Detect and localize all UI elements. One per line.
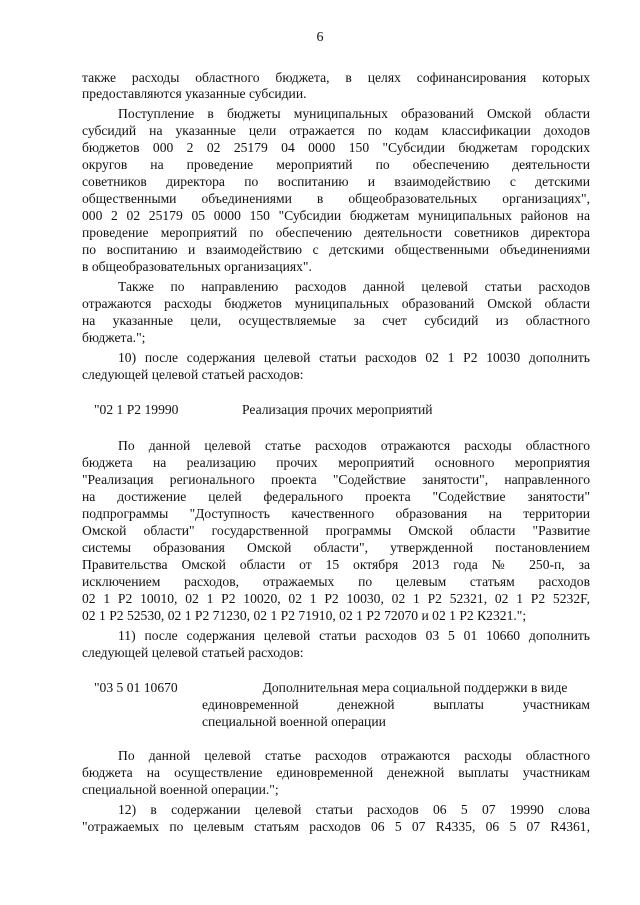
paragraph-first-line: По данной целевой статье расходов отражаются расходы областного [118, 438, 590, 453]
text-line: следующей целевой статьей расходов: [82, 645, 304, 660]
text-line: предоставляются указанные субсидии. [82, 86, 307, 101]
target-article-title: Дополнительная мера социальной поддержки в виде [262, 680, 568, 695]
page-number: 6 [316, 30, 324, 45]
target-article-title: Реализация прочих мероприятий [242, 402, 433, 417]
text-line: следующей целевой статьей расходов: [82, 367, 304, 382]
text-line: на достижение целей федерального проекта "Содействие занятости" [82, 489, 590, 504]
text-line: бюджета на реализацию прочих мероприятий основного мероприятия [82, 455, 590, 470]
text-line: также расходы областного бюджета, в целях софинансирования которых [82, 70, 590, 85]
text-line: бюджета на осуществление единовременной денежной выплаты участникам [82, 765, 590, 780]
text-line: советников директора по воспитанию и взаимодействию с детскими [82, 174, 590, 189]
text-line: общественными объединениями в общеобразовательных организациях", [82, 191, 590, 206]
text-line: проведение мероприятий по обеспечению деятельности советников директора [82, 225, 590, 240]
target-article-title: единовременной денежной выплаты участникам [202, 697, 590, 712]
text-line: субсидий на указанные цели отражается по кодам классификации доходов [82, 123, 590, 138]
text-line: бюджета."; [82, 330, 146, 345]
target-article-title: специальной военной операции [202, 714, 386, 729]
text-line: исключением расходов, отражаемых по целевым статьям расходов [82, 574, 590, 589]
paragraph-first-line: 10) после содержания целевой статьи расходов 02 1 Р2 10030 дополнить [118, 350, 590, 365]
text-line: на указанные цели, осуществляемые за счет субсидий из областного [82, 313, 590, 328]
paragraph-first-line: Также по направлению расходов данной целевой статьи расходов [118, 279, 590, 294]
text-line: отражаются расходы бюджетов муниципальных образований Омской области [82, 296, 590, 311]
text-line: 02 1 Р2 52530, 02 1 Р2 71230, 02 1 Р2 71910, 02 1 Р2 72070 и 02 1 Р2 К2321."; [82, 608, 527, 623]
text-line: 000 2 02 25179 05 0000 150 "Субсидии бюджетам муниципальных районов на [82, 208, 590, 223]
paragraph-first-line: 12) в содержании целевой статьи расходов 06 5 07 19990 слова [118, 802, 590, 817]
target-article-code: "02 1 Р2 19990 [94, 402, 179, 417]
text-line: бюджетов 000 2 02 25179 04 0000 150 "Субсидии бюджетам городских [82, 140, 590, 155]
text-line: 02 1 Р2 10010, 02 1 Р2 10020, 02 1 Р2 10030, 02 1 Р2 52321, 02 1 Р2 5232F, [82, 591, 590, 606]
paragraph-first-line: 11) после содержания целевой статьи расходов 03 5 01 10660 дополнить [118, 628, 590, 643]
text-line: по воспитанию и взаимодействию с детскими общественными объединениями [82, 242, 590, 257]
text-line: специальной военной операции."; [82, 782, 279, 797]
text-line: Правительства Омской области от 15 октября 2013 года № 250-п, за [82, 557, 590, 572]
text-line: "отражаемых по целевым статьям расходов 06 5 07 R4335, 06 5 07 R4361, [82, 819, 590, 834]
text-line: системы образования Омской области", утвержденной постановлением [82, 540, 590, 555]
text-line: в общеобразовательных организациях". [82, 259, 312, 274]
text-line: Омской области" государственной программы Омской области "Развитие [82, 523, 590, 538]
paragraph-first-line: Поступление в бюджеты муниципальных образований Омской области [118, 106, 590, 121]
target-article-code: "03 5 01 10670 [94, 680, 178, 695]
text-line: подпрограммы "Доступность качественного образования на территории [82, 506, 590, 521]
paragraph-first-line: По данной целевой статье расходов отражаются расходы областного [118, 748, 590, 763]
text-line: "Реализация регионального проекта "Содействие занятости", направленного [82, 472, 590, 487]
text-line: округов на проведение мероприятий по обеспечению деятельности [82, 157, 590, 172]
